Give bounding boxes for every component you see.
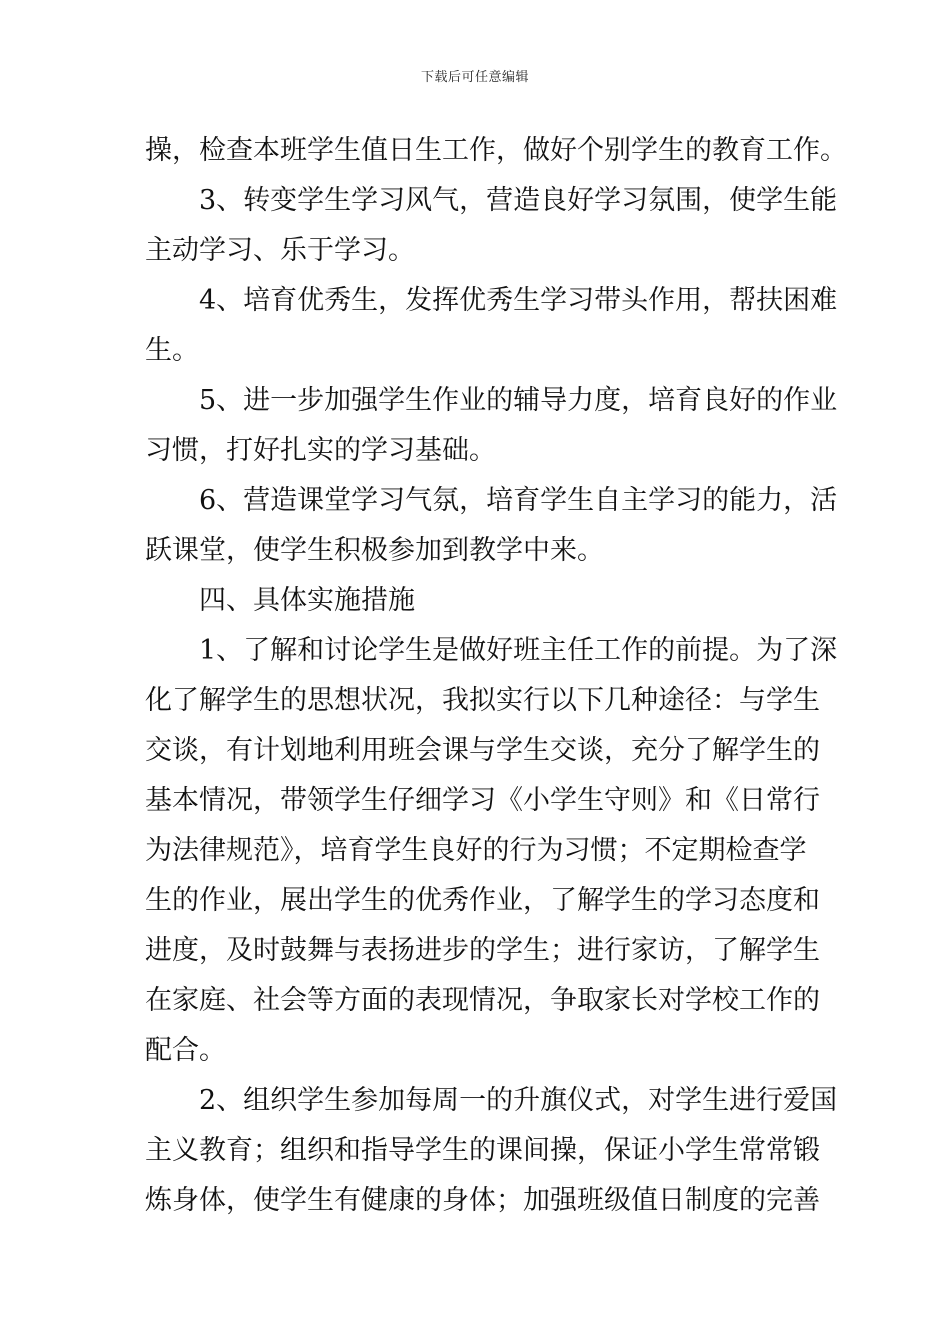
text-line: 炼身体，使学生有健康的身体；加强班级值日制度的完善 — [145, 1185, 820, 1216]
text-line: 跃课堂，使学生积极参加到教学中来。 — [145, 535, 604, 566]
page-header: 下载后可任意编辑 — [420, 70, 529, 85]
text-line: 进度，及时鼓舞与表扬进步的学生；进行家访，了解学生 — [145, 935, 820, 966]
text-line: 主义教育；组织和指导学生的课间操，保证小学生常常锻 — [145, 1135, 820, 1166]
text-line: 配合。 — [145, 1035, 226, 1066]
text-line: 6、营造课堂学习气氛，培育学生自主学习的能力，活 — [199, 485, 838, 516]
text-line: 3、转变学生学习风气，营造良好学习氛围，使学生能 — [199, 185, 838, 216]
section-heading: 四、具体实施措施 — [199, 585, 415, 616]
text-line: 基本情况，带领学生仔细学习《小学生守则》和《日常行 — [145, 785, 820, 816]
text-line: 2、组织学生参加每周一的升旗仪式，对学生进行爱国 — [199, 1085, 838, 1116]
text-line: 化了解学生的思想状况，我拟实行以下几种途径：与学生 — [145, 685, 820, 716]
text-line: 5、进一步加强学生作业的辅导力度，培育良好的作业 — [199, 385, 838, 416]
text-line: 生。 — [145, 335, 199, 366]
text-line: 主动学习、乐于学习。 — [145, 235, 415, 266]
text-line: 习惯，打好扎实的学习基础。 — [145, 435, 496, 466]
document-body — [145, 126, 847, 1226]
text-line: 交谈，有计划地利用班会课与学生交谈，充分了解学生的 — [145, 735, 820, 766]
text-line: 为法律规范》，培育学生良好的行为习惯；不定期检查学 — [145, 835, 807, 866]
text-line: 操，检查本班学生值日生工作，做好个别学生的教育工作。 — [145, 135, 847, 166]
text-line: 生的作业，展出学生的优秀作业，了解学生的学习态度和 — [145, 885, 820, 916]
text-line: 4、培育优秀生，发挥优秀生学习带头作用，帮扶困难 — [199, 285, 838, 316]
text-line: 在家庭、社会等方面的表现情况，争取家长对学校工作的 — [145, 985, 820, 1016]
text-line: 1、了解和讨论学生是做好班主任工作的前提。为了深 — [199, 635, 838, 666]
